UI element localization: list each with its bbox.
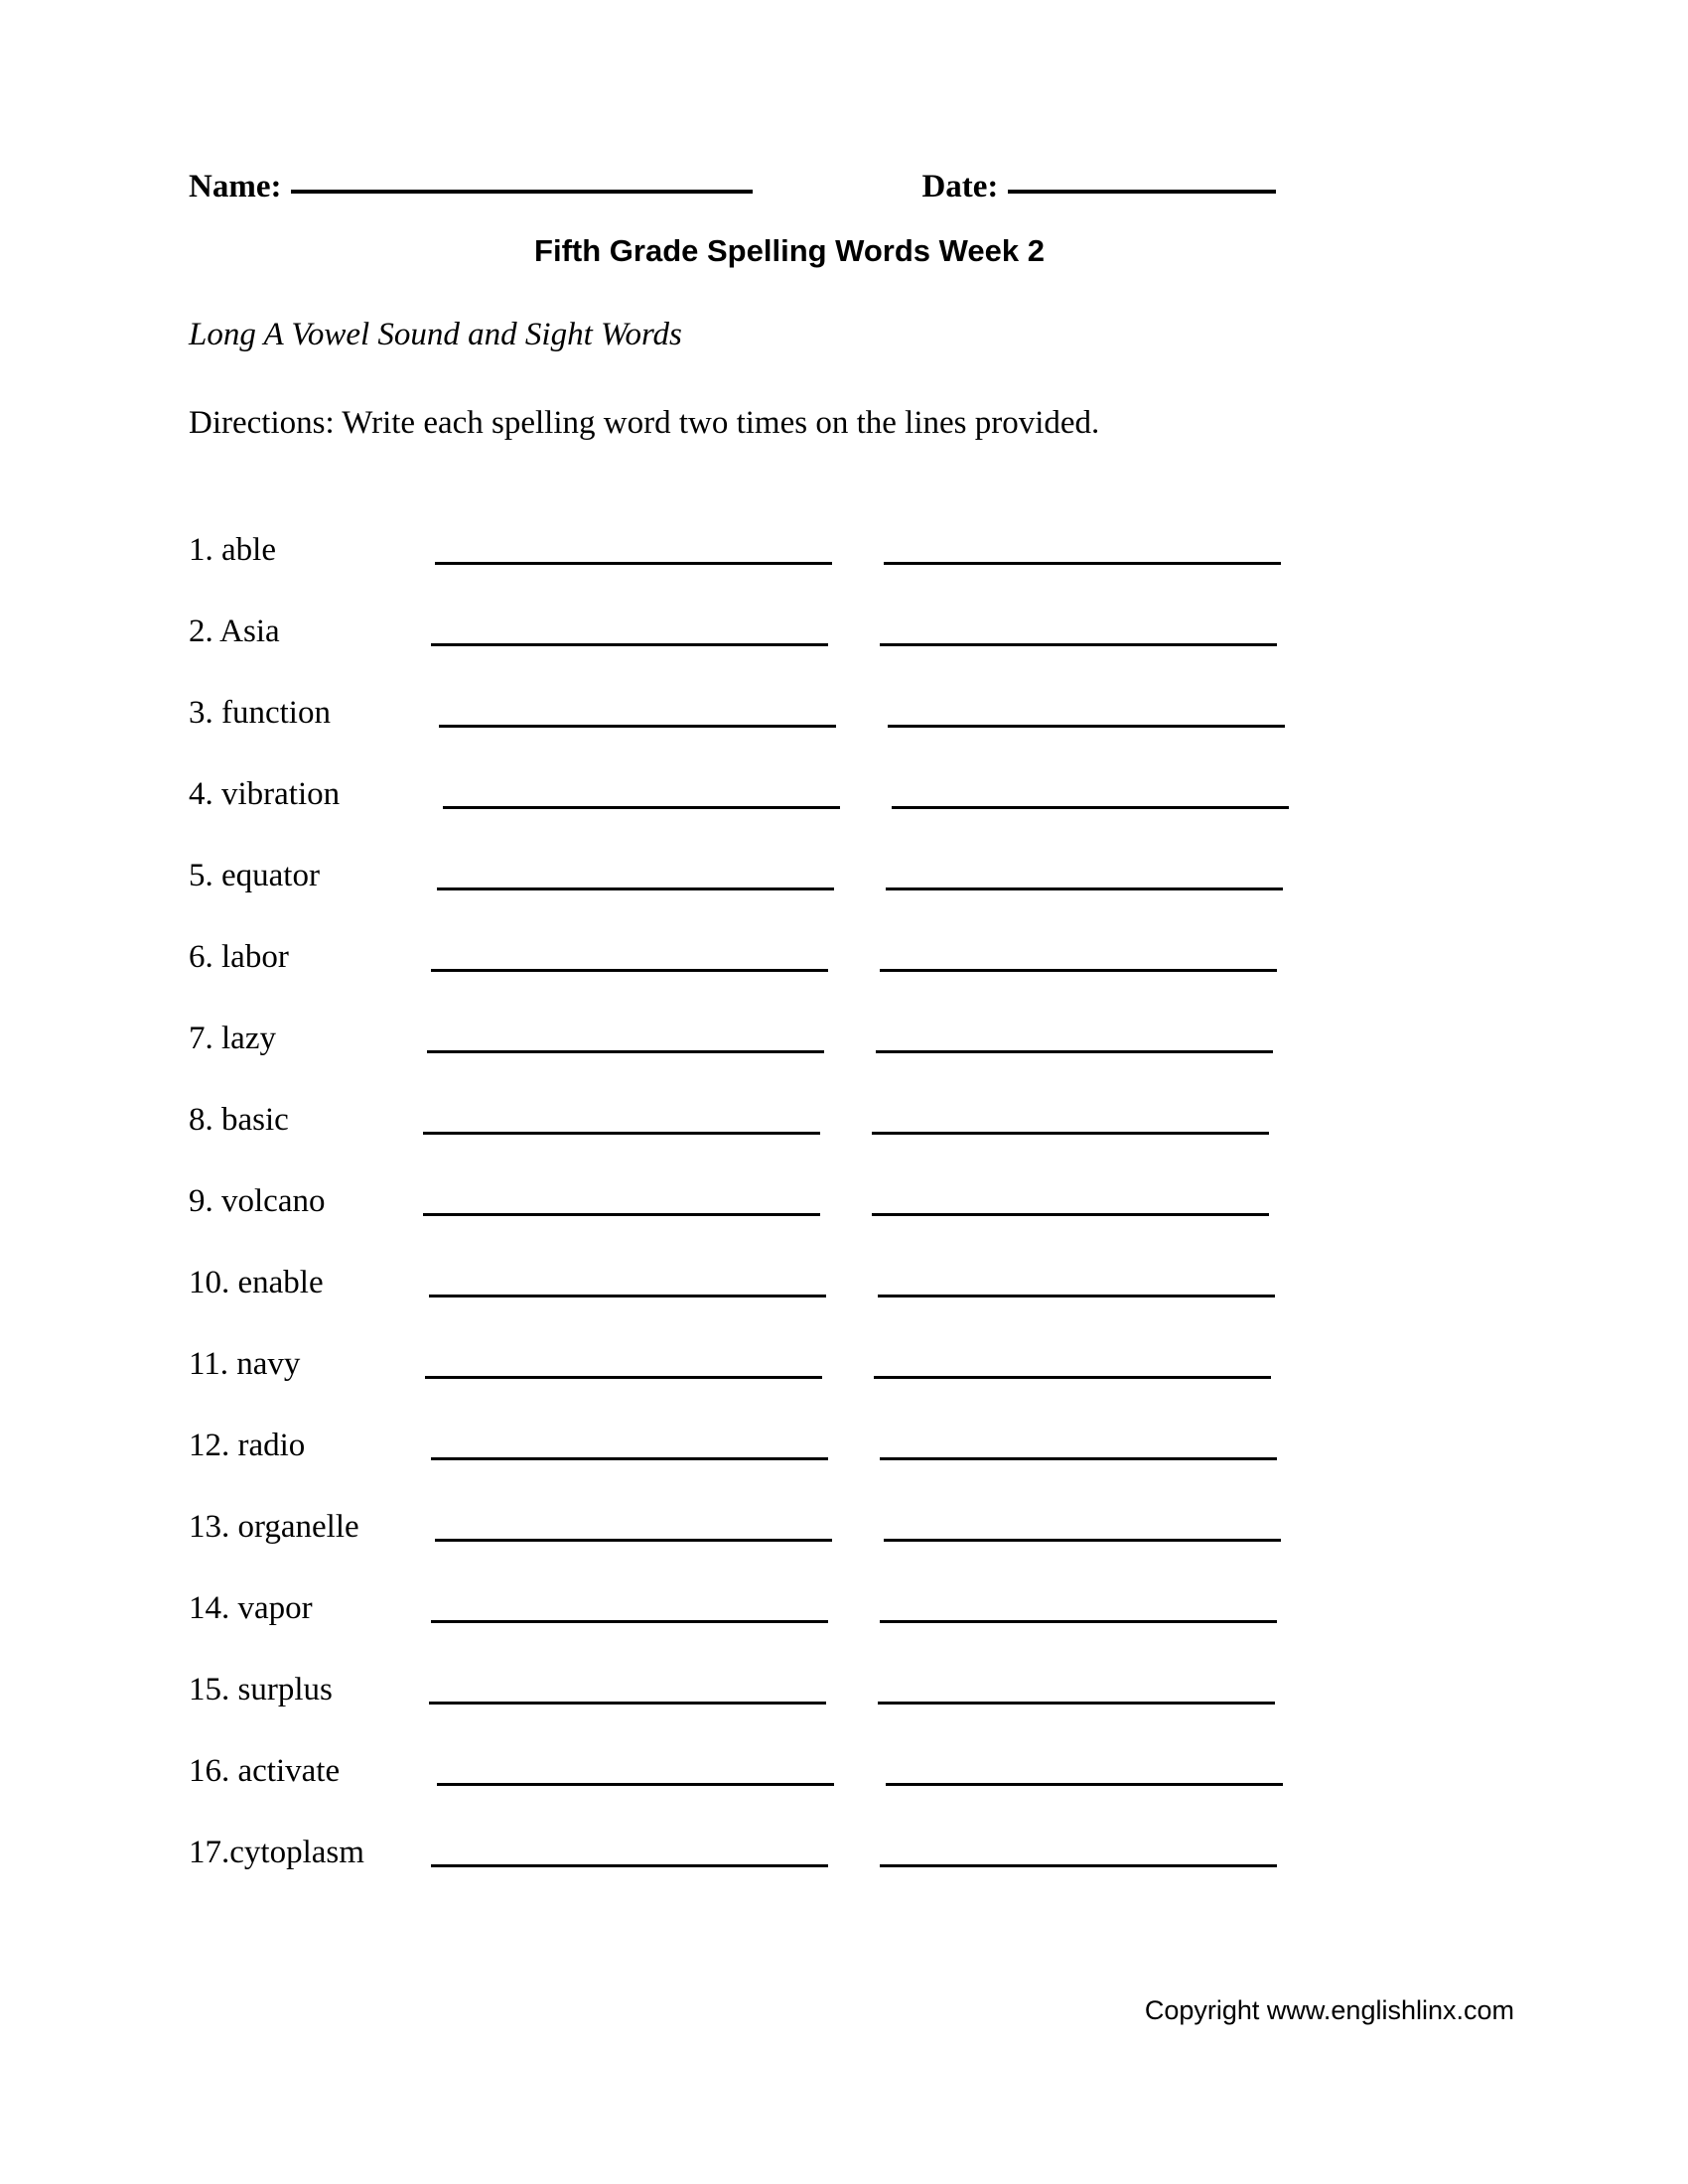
practice-line-1[interactable] <box>429 1295 826 1297</box>
directions-text: Directions: Write each spelling word two times on the lines provided. <box>189 405 1100 441</box>
copyright-footer: Copyright www.englishlinx.com <box>1144 1995 1514 2025</box>
practice-line-2[interactable] <box>878 1702 1275 1705</box>
list-item <box>189 1792 1509 1873</box>
word-label: 11. navy <box>189 1346 301 1382</box>
practice-line-1[interactable] <box>431 643 828 646</box>
practice-line-2[interactable] <box>874 1376 1271 1379</box>
list-item <box>189 1303 1509 1385</box>
practice-line-2[interactable] <box>886 1783 1283 1786</box>
word-label: 17.cytoplasm <box>189 1835 364 1870</box>
practice-line-1[interactable] <box>423 1213 820 1216</box>
name-input-line[interactable] <box>291 189 753 194</box>
practice-line-1[interactable] <box>425 1376 822 1379</box>
practice-line-2[interactable] <box>872 1132 1269 1135</box>
practice-line-2[interactable] <box>880 1864 1277 1867</box>
practice-line-1[interactable] <box>431 969 828 972</box>
word-label: 3. function <box>189 695 331 731</box>
word-label: 13. organelle <box>189 1509 359 1545</box>
practice-line-2[interactable] <box>884 562 1281 565</box>
practice-line-2[interactable] <box>872 1213 1269 1216</box>
word-label: 10. enable <box>189 1265 324 1300</box>
name-date-row <box>189 169 1509 205</box>
practice-line-2[interactable] <box>884 1539 1281 1542</box>
date-label: Date: <box>921 169 999 205</box>
list-item <box>189 1548 1509 1629</box>
practice-line-2[interactable] <box>878 1295 1275 1297</box>
word-label: 12. radio <box>189 1428 306 1463</box>
practice-line-1[interactable] <box>431 1457 828 1460</box>
list-item <box>189 1222 1509 1303</box>
word-label: 4. vibration <box>189 776 341 812</box>
list-item <box>189 1629 1509 1710</box>
practice-line-1[interactable] <box>437 887 834 890</box>
word-label: 7. lazy <box>189 1021 276 1056</box>
list-item <box>189 571 1509 652</box>
list-item <box>189 1059 1509 1141</box>
word-label: 14. vapor <box>189 1590 313 1626</box>
list-item <box>189 489 1509 571</box>
word-label: 5. equator <box>189 858 320 893</box>
practice-line-1[interactable] <box>437 1783 834 1786</box>
list-item <box>189 978 1509 1059</box>
list-item <box>189 1141 1509 1222</box>
practice-line-1[interactable] <box>429 1702 826 1705</box>
list-item <box>189 896 1509 978</box>
practice-line-1[interactable] <box>435 1539 832 1542</box>
practice-line-1[interactable] <box>431 1620 828 1623</box>
word-label: 8. basic <box>189 1102 289 1138</box>
practice-line-1[interactable] <box>431 1864 828 1867</box>
practice-line-2[interactable] <box>880 643 1277 646</box>
list-item <box>189 815 1509 896</box>
practice-line-2[interactable] <box>880 1457 1277 1460</box>
practice-line-1[interactable] <box>427 1050 824 1053</box>
list-item <box>189 652 1509 734</box>
list-item <box>189 734 1509 815</box>
practice-line-1[interactable] <box>443 806 840 809</box>
worksheet-subtitle: Long A Vowel Sound and Sight Words <box>189 317 682 352</box>
word-label: 16. activate <box>189 1753 341 1789</box>
name-label: Name: <box>189 169 282 205</box>
word-label: 1. able <box>189 532 276 568</box>
word-label: 9. volcano <box>189 1183 326 1219</box>
page-title: Fifth Grade Spelling Words Week 2 <box>534 233 1045 268</box>
practice-line-1[interactable] <box>439 725 836 728</box>
date-input-line[interactable] <box>1008 189 1276 194</box>
practice-line-2[interactable] <box>888 725 1285 728</box>
practice-line-2[interactable] <box>886 887 1283 890</box>
list-item <box>189 1710 1509 1792</box>
practice-line-2[interactable] <box>876 1050 1273 1053</box>
list-item <box>189 1385 1509 1466</box>
practice-line-1[interactable] <box>435 562 832 565</box>
practice-line-2[interactable] <box>892 806 1289 809</box>
practice-line-2[interactable] <box>880 1620 1277 1623</box>
word-label: 6. labor <box>189 939 289 975</box>
practice-line-1[interactable] <box>423 1132 820 1135</box>
practice-line-2[interactable] <box>880 969 1277 972</box>
word-label: 15. surplus <box>189 1672 333 1707</box>
list-item <box>189 1466 1509 1548</box>
worksheet-content <box>189 169 1509 1873</box>
spelling-word-list <box>189 489 1509 1873</box>
word-label: 2. Asia <box>189 614 280 649</box>
